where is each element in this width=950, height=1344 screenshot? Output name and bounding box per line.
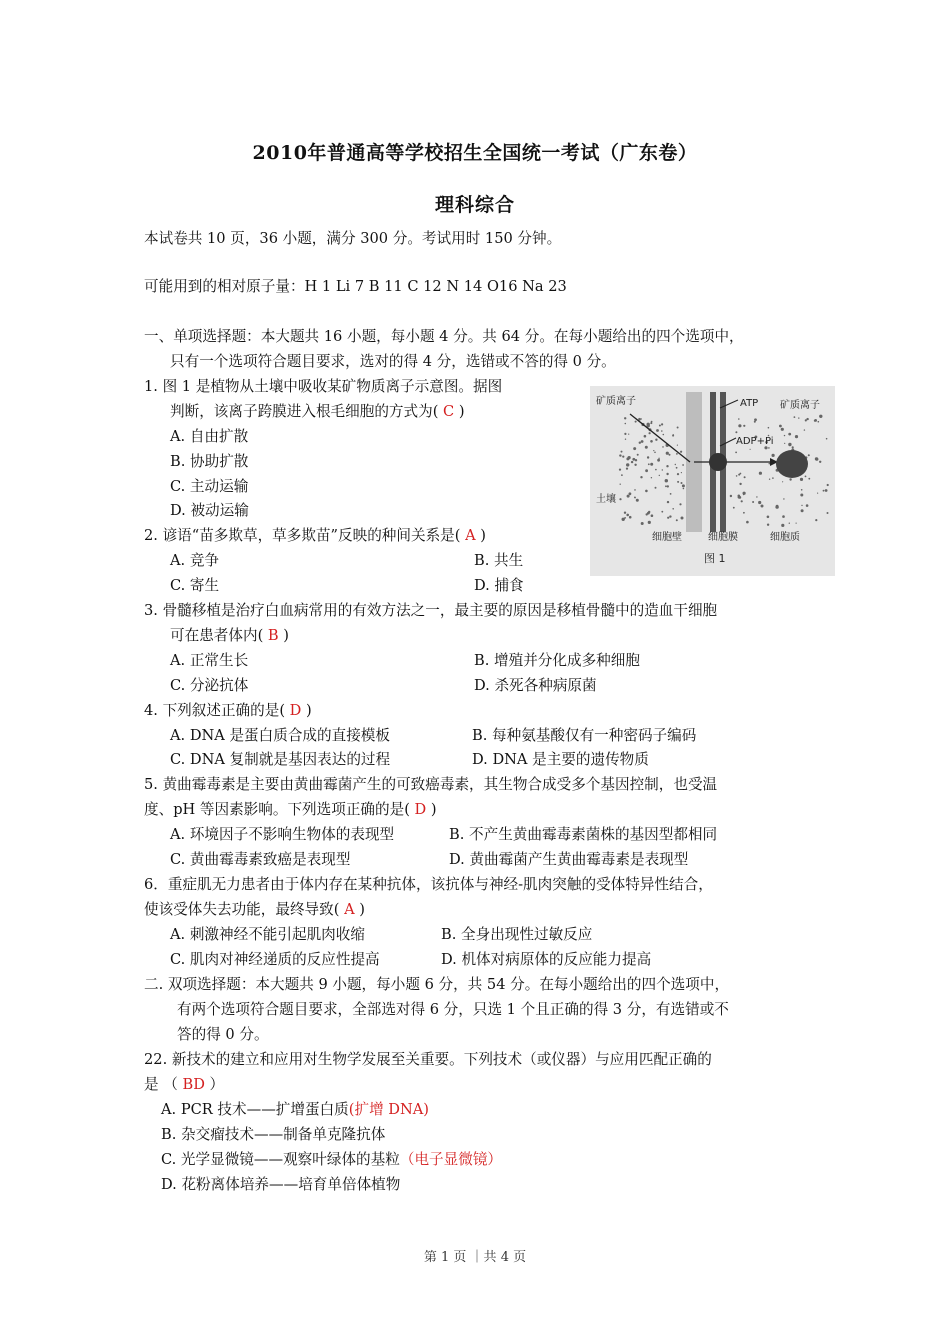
- speckle-dot: [827, 512, 829, 514]
- speckle-dot: [681, 482, 683, 484]
- speckle-dot: [661, 430, 663, 432]
- q4-option-d: D. DNA 是主要的遗传物质: [472, 751, 649, 768]
- q5-answer: D: [414, 801, 427, 818]
- label-mineral-left: 矿质离子: [596, 396, 636, 407]
- speckle-dot: [632, 458, 635, 461]
- speckle-dot: [738, 418, 740, 420]
- q22-option-a: [161, 1100, 429, 1120]
- q1-close: ): [458, 403, 465, 420]
- speckle-dot: [665, 485, 667, 487]
- section2-line-1: 二. 双项选择题：本大题共 9 小题，每小题 6 分，共 54 分。在每小题给出的四个选项中，: [144, 976, 730, 993]
- speckle-dot: [634, 458, 635, 459]
- speckle-dot: [677, 473, 679, 475]
- speckle-dot: [733, 507, 735, 509]
- speckle-dot: [680, 451, 682, 453]
- speckle-dot: [648, 521, 651, 524]
- speckle-dot: [754, 418, 757, 421]
- speckle-dot: [789, 523, 790, 524]
- speckle-dot: [621, 451, 623, 453]
- page-footer: 第 1 页 ｜共 4 页: [423, 1250, 527, 1265]
- q3-stem-1: 3. 骨髓移植是治疗白血病常用的有效方法之一，最主要的原因是移植骨髓中的造血干细胞: [144, 602, 718, 619]
- q4-close: ): [306, 702, 312, 719]
- q5-option-b: B. 不产生黄曲霉毒素菌株的基因型都相同: [449, 826, 718, 843]
- speckle-dot: [619, 454, 621, 456]
- speckle-dot: [775, 505, 778, 508]
- ion-cluster: [776, 450, 808, 478]
- q22-option-c: [161, 1150, 502, 1170]
- q3-close: ): [283, 627, 289, 644]
- q6-close: ): [359, 901, 365, 918]
- speckle-dot: [631, 461, 633, 463]
- speckle-dot: [683, 488, 685, 490]
- speckle-dot: [634, 489, 636, 491]
- speckle-dot: [641, 522, 644, 525]
- speckle-dot: [667, 517, 669, 519]
- speckle-dot: [819, 415, 822, 418]
- speckle-dot: [788, 433, 791, 436]
- speckle-dot: [647, 456, 649, 458]
- q22-option-a-note: (扩增 DNA): [348, 1101, 430, 1118]
- speckle-dot: [656, 429, 659, 432]
- speckle-dot: [682, 464, 684, 466]
- q5-option-d: D. 黄曲霉菌产生黄曲霉毒素是表现型: [449, 851, 689, 868]
- speckle-dot: [767, 524, 769, 526]
- page-subtitle: 理科综合: [434, 194, 515, 216]
- speckle-dot: [819, 461, 821, 463]
- q4-option-c: C. DNA 复制就是基因表达的过程: [170, 751, 391, 768]
- q22-option-a-text: A. PCR 技术——扩增蛋白质: [161, 1101, 349, 1118]
- speckle-dot: [624, 512, 626, 514]
- q6-answer: A: [344, 901, 355, 918]
- speckle-dot: [814, 419, 817, 422]
- speckle-dot: [826, 438, 828, 440]
- speckle-dot: [675, 464, 676, 465]
- q5-close: ): [430, 801, 437, 818]
- speckle-dot: [662, 469, 663, 470]
- q3-option-a: A. 正常生长: [170, 652, 249, 669]
- speckle-dot: [633, 447, 636, 450]
- q2-stem: [144, 526, 486, 546]
- speckle-dot: [669, 515, 671, 517]
- speckle-dot: [636, 499, 639, 502]
- speckle-dot: [792, 446, 794, 448]
- speckle-dot: [767, 516, 770, 519]
- speckle-dot: [641, 440, 644, 443]
- q1-option-a: A. 自由扩散: [170, 428, 249, 445]
- speckle-dot: [808, 478, 810, 480]
- speckle-dot: [677, 445, 678, 446]
- speckle-dot: [626, 463, 629, 466]
- speckle-dot: [629, 492, 632, 495]
- q3-stem-2: [170, 626, 289, 646]
- speckle-dot: [808, 454, 810, 456]
- speckle-dot: [738, 495, 741, 498]
- q3-stem-text: 可在患者体内(: [170, 627, 264, 644]
- label-mineral-right: 矿质离子: [780, 400, 820, 411]
- page-title: 2010年普通高等学校招生全国统一考试（广东卷）: [252, 142, 698, 164]
- q1-stem-text: 判断，该离子跨膜进入根毛细胞的方式为(: [170, 403, 439, 420]
- speckle-dot: [794, 416, 796, 418]
- speckle-dot: [817, 493, 818, 494]
- speckle-dot: [650, 422, 652, 424]
- q22-stem-2: [144, 1075, 224, 1095]
- speckle-dot: [626, 514, 629, 517]
- speckle-dot: [650, 463, 653, 466]
- speckle-dot: [806, 504, 809, 507]
- label-membrane: 细胞膜: [708, 532, 738, 543]
- speckle-dot: [670, 493, 672, 495]
- q1-option-b: B. 协助扩散: [170, 453, 249, 470]
- speckle-dot: [619, 498, 621, 500]
- speckle-dot: [823, 490, 825, 492]
- q2-option-a: A. 竞争: [170, 552, 220, 569]
- q22-stem-1: 22. 新技术的建立和应用对生物学发展至关重要。下列技术（或仪器）与应用匹配正确的: [144, 1051, 712, 1068]
- q5-stem-text: 度、pH 等因素影响。下列选项正确的是(: [144, 801, 410, 818]
- speckle-dot: [646, 513, 648, 515]
- q1-stem-2: [170, 402, 465, 422]
- q4-answer: D: [289, 702, 302, 719]
- q22-option-c-note: （电子显微镜）: [399, 1151, 503, 1168]
- speckle-dot: [679, 503, 681, 505]
- speckle-dot: [682, 484, 685, 487]
- speckle-dot: [681, 517, 684, 520]
- q5-option-a: A. 环境因子不影响生物体的表现型: [170, 826, 395, 843]
- q5-option-c: C. 黄曲霉毒素致癌是表现型: [170, 851, 351, 868]
- speckle-dot: [658, 458, 659, 459]
- speckle-dot: [654, 452, 656, 454]
- speckle-dot: [758, 501, 761, 504]
- speckle-dot: [645, 490, 648, 493]
- speckle-dot: [781, 524, 784, 527]
- speckle-dot: [750, 449, 751, 450]
- speckle-dot: [815, 519, 817, 521]
- speckle-dot: [666, 465, 668, 467]
- speckle-dot: [782, 481, 783, 482]
- intro-line-1: 本试卷共 10 页，36 小题，满分 300 分。考试用时 150 分钟。: [144, 230, 562, 247]
- q5-stem-1: 5. 黄曲霉毒素是主要由黄曲霉菌产生的可致癌毒素，其生物合成受多个基因控制，也受温: [144, 776, 718, 793]
- q5-stem-2: [144, 800, 437, 820]
- speckle-dot: [672, 508, 674, 510]
- speckle-dot: [825, 489, 828, 492]
- speckle-dot: [746, 521, 749, 524]
- speckle-dot: [628, 456, 631, 459]
- speckle-dot: [655, 487, 657, 489]
- speckle-dot: [784, 435, 785, 436]
- speckle-dot: [650, 440, 653, 443]
- q22-answer: BD: [182, 1076, 205, 1093]
- speckle-dot: [659, 475, 660, 476]
- speckle-dot: [620, 484, 621, 485]
- speckle-dot: [624, 417, 626, 419]
- q3-answer: B: [267, 627, 279, 644]
- label-adp: ADP+Pi: [736, 436, 774, 447]
- speckle-dot: [800, 478, 803, 481]
- speckle-dot: [651, 477, 652, 478]
- section2-line-2: 有两个选项符合题目要求，全部选对得 6 分，只选 1 个且正确的得 3 分，有选错或不: [177, 1001, 729, 1018]
- speckle-dot: [783, 498, 784, 499]
- speckle-dot: [657, 459, 660, 462]
- q2-close: ): [480, 527, 486, 544]
- speckle-dot: [752, 501, 754, 503]
- speckle-dot: [784, 443, 785, 444]
- speckle-dot: [644, 435, 647, 438]
- q1-option-c: C. 主动运输: [170, 478, 249, 495]
- speckle-dot: [635, 421, 637, 423]
- speckle-dot: [651, 514, 654, 517]
- q1-stem-1: 1. 图 1 是植物从土壤中吸收某矿物质离子示意图。据图: [144, 378, 503, 395]
- speckle-dot: [801, 509, 804, 512]
- speckle-dot: [738, 474, 740, 476]
- figure-caption: 图 1: [704, 552, 726, 565]
- q6-option-b: B. 全身出现性过敏反应: [441, 926, 593, 943]
- speckle-dot: [804, 429, 805, 430]
- speckle-dot: [640, 476, 642, 478]
- q6-option-c: C. 肌肉对神经递质的反应性提高: [170, 951, 380, 968]
- speckle-dot: [624, 517, 626, 519]
- speckle-dot: [645, 446, 648, 449]
- speckle-dot: [665, 479, 668, 482]
- q22-option-c-text: C. 光学显微镜——观察叶绿体的基粒: [161, 1151, 400, 1168]
- speckle-dot: [622, 456, 624, 458]
- speckle-dot: [666, 452, 669, 455]
- q4-stem-text: 4. 下列叙述正确的是(: [144, 702, 286, 719]
- q6-option-d: D. 机体对病原体的反应能力提高: [441, 951, 652, 968]
- q2-option-c: C. 寄生: [170, 577, 220, 594]
- speckle-dot: [666, 473, 668, 475]
- q22-close: ）: [209, 1076, 225, 1093]
- speckle-dot: [738, 424, 741, 427]
- section2-line-3: 答的得 0 分。: [177, 1026, 269, 1043]
- speckle-dot: [744, 476, 746, 478]
- speckle-dot: [743, 494, 744, 495]
- speckle-dot: [619, 469, 621, 471]
- q6-stem-2: [144, 900, 365, 920]
- speckle-dot: [676, 519, 678, 521]
- q4-option-a: A. DNA 是蛋白质合成的直接模板: [170, 727, 390, 744]
- speckle-dot: [800, 494, 803, 497]
- section1-line-2: 只有一个选项符合题目要求，选对的得 4 分，选错或不答的得 0 分。: [170, 353, 616, 370]
- speckle-dot: [795, 435, 798, 438]
- speckle-dot: [681, 472, 682, 473]
- speckle-dot: [653, 450, 654, 451]
- speckle-dot: [661, 423, 663, 425]
- speckle-dot: [779, 425, 782, 428]
- speckle-dot: [741, 500, 743, 502]
- speckle-dot: [637, 454, 639, 456]
- q2-stem-text: 2. 谚语“苗多欺草，草多欺苗”反映的种间关系是(: [144, 527, 461, 544]
- speckle-dot: [772, 454, 775, 457]
- q1-answer: C: [443, 403, 455, 420]
- speckle-dot: [789, 478, 791, 480]
- section1-line-1: 一、单项选择题：本大题共 16 小题，每小题 4 分。共 64 分。在每小题给出的四个选项中，: [144, 328, 744, 345]
- speckle-dot: [801, 505, 802, 506]
- speckle-dot: [761, 505, 764, 508]
- speckle-dot: [759, 472, 762, 475]
- speckle-dot: [743, 425, 745, 427]
- speckle-dot: [676, 453, 678, 455]
- speckle-dot: [756, 496, 757, 497]
- speckle-dot: [768, 427, 770, 429]
- speckle-dot: [677, 481, 679, 483]
- speckle-dot: [677, 427, 679, 429]
- speckle-dot: [788, 443, 791, 446]
- speckle-dot: [621, 474, 623, 476]
- speckle-dot: [639, 442, 641, 444]
- speckle-dot: [663, 434, 665, 436]
- q2-option-b: B. 共生: [474, 552, 524, 569]
- speckle-dot: [805, 476, 807, 478]
- speckle-dot: [667, 501, 669, 503]
- speckle-dot: [634, 464, 636, 466]
- q2-option-d: D. 捕食: [474, 577, 524, 594]
- q22-stem-text: 是 （: [144, 1076, 178, 1093]
- q22-option-d: D. 花粉离体培养——培育单倍体植物: [161, 1176, 401, 1193]
- q3-option-c: C. 分泌抗体: [170, 677, 249, 694]
- figure-1-diagram: [590, 386, 835, 576]
- q4-stem: [144, 701, 312, 721]
- q3-option-d: D. 杀死各种病原菌: [474, 677, 597, 694]
- q4-option-b: B. 每种氨基酸仅有一种密码子编码: [472, 727, 697, 744]
- q22-option-b: B. 杂交瘤技术——制备单克隆抗体: [161, 1126, 386, 1143]
- speckle-dot: [648, 463, 650, 465]
- speckle-dot: [626, 468, 628, 470]
- speckle-dot: [781, 428, 784, 431]
- speckle-dot: [662, 446, 664, 448]
- speckle-dot: [625, 439, 626, 440]
- speckle-dot: [625, 423, 627, 425]
- speckle-dot: [641, 418, 642, 419]
- speckle-dot: [801, 489, 803, 491]
- speckle-dot: [735, 431, 737, 433]
- speckle-dot: [735, 452, 737, 454]
- speckle-dot: [815, 457, 818, 460]
- speckle-dot: [739, 483, 741, 485]
- speckle-dot: [655, 439, 657, 441]
- q6-option-a: A. 刺激神经不能引起肌肉收缩: [170, 926, 365, 943]
- speckle-dot: [796, 523, 797, 524]
- q3-option-b: B. 增殖并分化成多种细胞: [474, 652, 640, 669]
- q6-stem-text: 使该受体失去功能，最终导致(: [144, 901, 340, 918]
- speckle-dot: [649, 432, 651, 434]
- speckle-dot: [635, 459, 637, 461]
- speckle-dot: [645, 469, 648, 472]
- q2-answer: A: [465, 527, 476, 544]
- speckle-dot: [669, 454, 671, 456]
- speckle-dot: [827, 484, 829, 486]
- speckle-dot: [769, 479, 770, 480]
- speckle-dot: [661, 511, 663, 513]
- speckle-dot: [647, 423, 650, 426]
- q6-stem-1: 6．重症肌无力患者由于体内存在某种抗体，该抗体与神经-肌肉突触的受体特异性结合，: [144, 876, 713, 893]
- q1-option-d: D. 被动运输: [170, 502, 249, 519]
- speckle-dot: [772, 477, 774, 479]
- speckle-dot: [627, 495, 630, 498]
- label-cytoplasm: 细胞质: [770, 532, 800, 543]
- figure-1: [590, 386, 835, 576]
- speckle-dot: [798, 417, 799, 418]
- speckle-dot: [634, 497, 636, 499]
- intro-line-2: 可能用到的相对原子量：H 1 Li 7 B 11 C 12 N 14 O16 Na 23: [144, 278, 567, 295]
- label-cell-wall: 细胞壁: [652, 532, 682, 543]
- label-atp: ATP: [740, 398, 759, 409]
- speckle-dot: [628, 434, 629, 435]
- speckle-dot: [624, 433, 626, 435]
- speckle-dot: [769, 463, 771, 465]
- speckle-dot: [782, 515, 785, 518]
- speckle-dot: [730, 495, 732, 497]
- speckle-dot: [659, 425, 661, 427]
- speckle-dot: [655, 469, 657, 471]
- speckle-dot: [736, 475, 738, 477]
- speckle-dot: [768, 447, 770, 449]
- carrier-protein: [709, 453, 727, 471]
- speckle-dot: [672, 435, 674, 437]
- speckle-dot: [629, 516, 632, 519]
- speckle-dot: [743, 512, 745, 514]
- speckle-dot: [676, 467, 678, 469]
- label-soil: 土壤: [596, 494, 616, 505]
- speckle-dot: [667, 485, 669, 487]
- speckle-dot: [806, 418, 808, 420]
- speckle-dot: [818, 421, 820, 423]
